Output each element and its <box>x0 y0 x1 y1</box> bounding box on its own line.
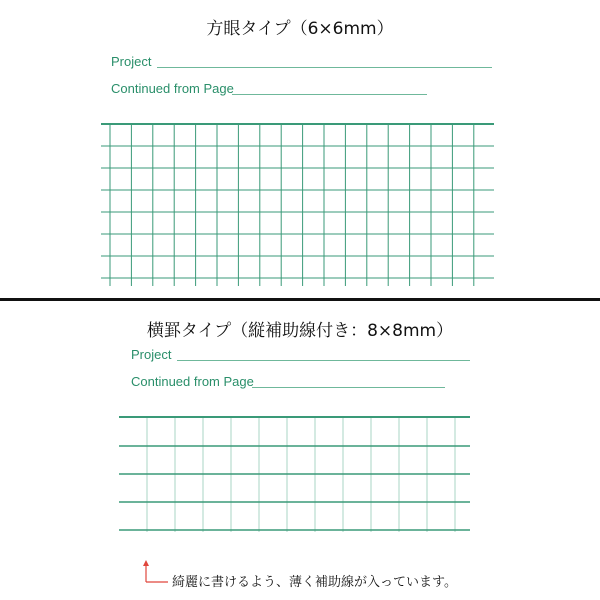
pointer-arrow-icon <box>138 560 172 590</box>
ruled-paper-title: 横罫タイプ（縦補助線付き：8×8mm） <box>146 321 454 341</box>
project-label: Project <box>131 347 172 362</box>
continued-from-page-label: Continued from Page <box>111 81 234 96</box>
project-label: Project <box>111 54 152 69</box>
continued-from-page-label: Continued from Page <box>131 374 254 389</box>
caption-note: 綺麗に書けるよう、薄く補助線が入っています。 <box>172 575 457 590</box>
graph-paper-title: 方眼タイプ（6×6mm） <box>206 19 394 39</box>
